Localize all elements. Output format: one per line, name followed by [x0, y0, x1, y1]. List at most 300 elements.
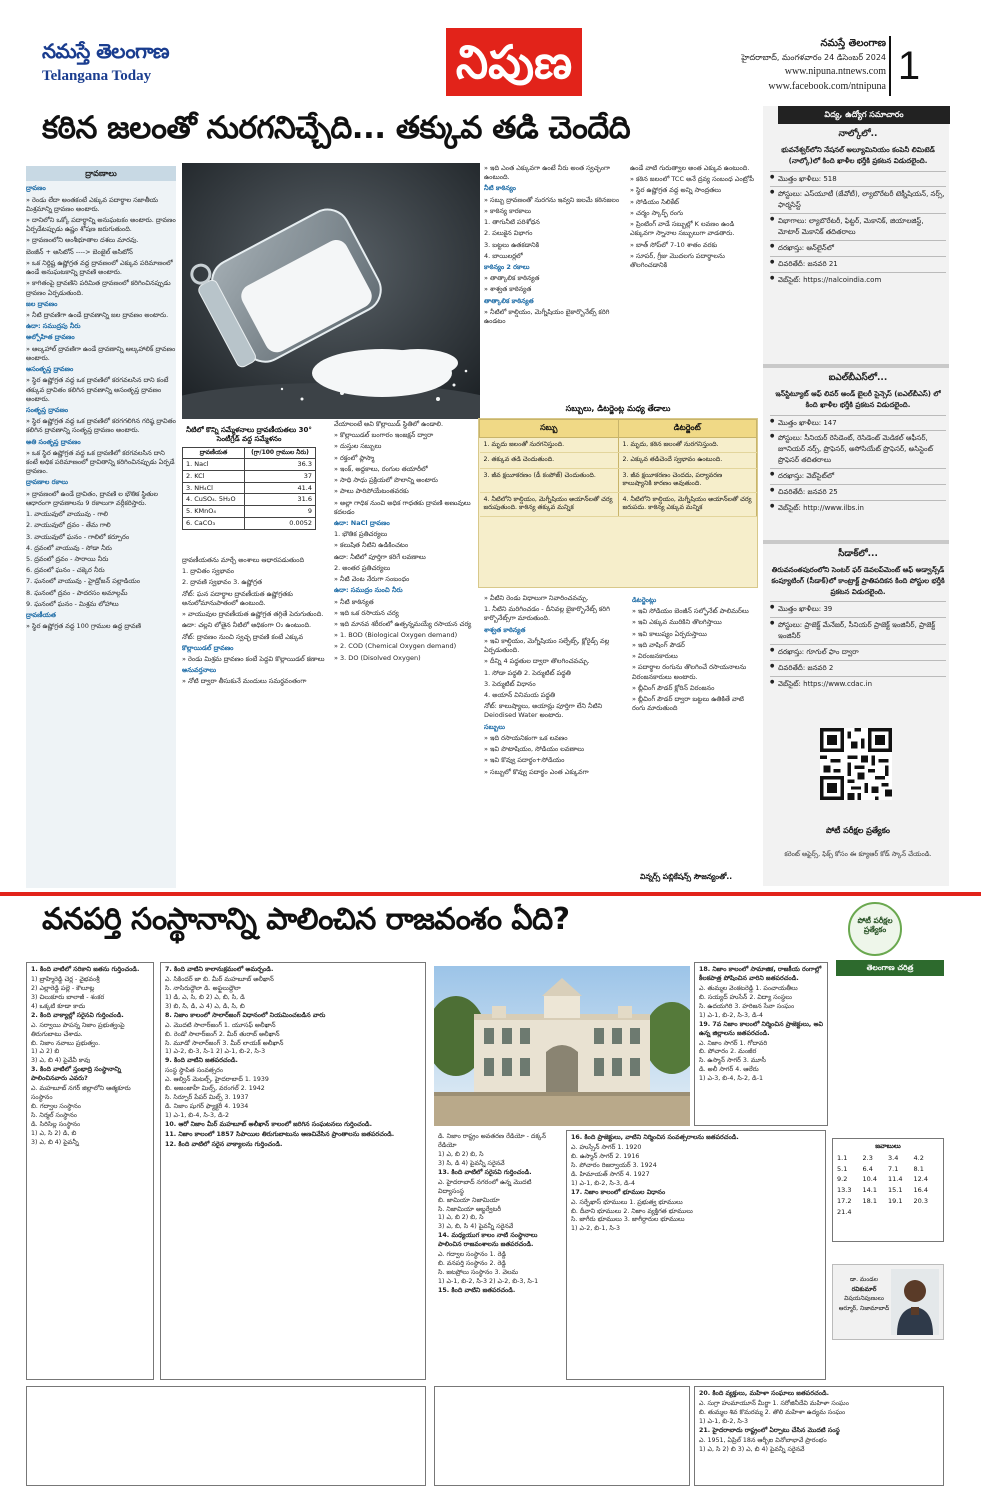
questions-col-3 — [434, 1130, 562, 1380]
questions-col-2 — [160, 962, 426, 1380]
compound-solubility: 9 — [245, 506, 316, 518]
text-line: కొల్లాయిడల్ ద్రావణం — [182, 643, 234, 652]
answer-cell: 11.4 — [888, 1175, 903, 1184]
facebook-url[interactable]: www.facebook.com/ntnipuna — [768, 81, 886, 93]
text-line: » ఒక నిర్దిష్ట ఉష్ణోగ్రత వద్ద ద్రావణంలో ఎక్కువ పరిమాణంలో ఉండే అనుఘటకాన్ని ద్రావణి అంటారు. — [26, 258, 173, 277]
text-line: » ప్రింటింగ్ వాడే సబ్బుల్లో K లవణం ఉండి ఎక్కువగా స్నానాల సబ్బులుగా వాడతారు. — [630, 220, 735, 238]
text-line: » నోటి ద్వారా తీసుకునే మందులు సమర్థవంతంగా — [182, 677, 307, 686]
questions-col-6 — [694, 1386, 944, 1486]
text-line: 3. వాయువులో ఘనం - గాలిలో కర్పూరం — [26, 532, 130, 541]
answer-cell: 13.3 — [837, 1186, 852, 1195]
option-text: 1) ఎ, సి 2) బి 3) ఎ, బి 4) పైవన్నీ సరైనవే — [699, 1445, 805, 1453]
compound-solubility: 31.6 — [245, 494, 316, 506]
compound-name: 5. KMnO₄ — [183, 506, 245, 518]
text-line: డిటర్జెంట్లు — [632, 596, 657, 604]
text-line: 4. అయాన్ వినిమయ పద్ధతి — [484, 690, 556, 699]
soap-point: 1. మృదు జలంతో నురగనిస్తుంది. — [480, 437, 619, 453]
question-text: 16. కింది ప్రాజెక్టులు, వాటిని నిర్మించిన సంవత్సరాలను జతపరచండి. — [571, 1134, 739, 1141]
author-credit — [837, 1275, 891, 1313]
option-text: 3) ఎ, బి, సి 4) పైవన్నీ సరైనవే — [438, 1223, 514, 1231]
column-2-text — [182, 556, 328, 687]
comparison-row — [480, 437, 757, 453]
text-line: 2. పలుకైన విభాగం — [484, 229, 533, 238]
option-text: డి. సిరిసిల్ల సంస్థానం — [31, 1120, 81, 1128]
option-text: ఎ. సర్ఫేఖాస్ భూములు 1. ప్రభుత్వ భూములు — [571, 1198, 683, 1206]
option-text: 3) సి, డి 4) పైవన్నీ సరైనవే — [438, 1159, 505, 1167]
special-badge: పోటీ పరీక్షల ప్రత్యేకం — [848, 902, 902, 956]
option-text: 1) ఎ, బి 2) బి, సి — [438, 1150, 484, 1158]
option-text: బి. నిజాం నవాబు ప్రభుత్వం. — [31, 1039, 101, 1047]
column-4 — [484, 164, 624, 400]
solubility-grid — [182, 447, 316, 530]
option-text: 1) ఎ 2) బి — [31, 1048, 60, 1056]
option-text: ఎ. 1951, ఏప్రిల్ 18న ఆర్బీఐ వినోబాభావే ప్రారంభం — [699, 1436, 827, 1444]
option-text: 3) చిలుకూరు బాలాజీ - శంకర — [31, 993, 105, 1001]
compound-name: 2. KCl — [183, 470, 245, 482]
text-line: » వీటిని రెండు విధాలుగా నివారించవచ్చు. — [484, 594, 589, 602]
soap-point: 2. తక్కువ తడి చెందుతుంది. — [480, 453, 619, 469]
option-text: ఎ. నిజాం సాగర్ 1. గోదావరి — [699, 1039, 768, 1047]
option-text: సి. జాగీరు భూములు 3. జాగీర్దారుల భూములు — [571, 1216, 685, 1224]
courtesy-line: విన్నర్స్ పబ్లికేషన్స్ సౌజన్యంతో.. — [640, 872, 733, 881]
text-line: » బాత్ సోప్‌లో 7-10 శాతం వరకు — [630, 240, 718, 249]
text-line: 2. ద్రావణి స్వభావం 3. ఉష్ణోగ్రత — [182, 578, 263, 587]
wanaparthy-palace-image — [434, 966, 690, 1126]
text-line: శాశ్వత కాఠిన్యత — [484, 625, 526, 634]
author-name: రవికుమార్ — [851, 1285, 877, 1293]
solubility-rows — [183, 458, 316, 529]
answer-cell: 8.1 — [913, 1164, 924, 1173]
column-2 — [182, 556, 328, 886]
answer-cell: 19.1 — [888, 1196, 903, 1205]
job-block-cdac — [770, 548, 946, 692]
option-text: బి. జామియా నిజామియా — [438, 1196, 500, 1204]
option-text: 3) బి, సి, డి, ఎ 4) ఎ, డి, సి, బి — [165, 1002, 245, 1010]
question-text: 2. కింది వాక్యాల్లో సరైనవి గుర్తించండి. — [31, 1011, 124, 1019]
text-line: సబ్బులు — [484, 722, 505, 731]
text-line: 4. ద్రవంలో వాయువు - సోడా నీరు — [26, 543, 112, 552]
job-detail-list — [770, 601, 946, 691]
option-text: బి. అజంజాహీ మిల్స్, వరంగల్ 2. 1942 — [165, 1085, 265, 1093]
text-line: » ద్రావణంలో ఉండే ద్రావితం, ద్రావణి ల భౌతిక స్థితుల ఆధారంగా ద్రావణాలను 9 రకాలుగా వర్గీకరిస్తారు. — [26, 489, 158, 507]
job-detail: ● చివరితేదీ: జనవరి 21 — [770, 256, 946, 272]
answer-key-title: జవాబులు — [875, 1142, 901, 1150]
option-text: 1) ఎ-1, బి-2, సి-3, డి-4 — [571, 1179, 635, 1187]
option-text: ఎ. సికిందర్ జా బి. మీర్ మహబూబ్ అలీఖాన్ — [165, 975, 274, 983]
answer-cell — [863, 1207, 889, 1218]
author-line-4: ఆర్మూర్, నిజామాబాద్ — [838, 1304, 890, 1312]
option-text: సి. పోచారం రిజర్వాయర్ 3. 1924 — [571, 1161, 657, 1169]
text-line: » విరంజనకారులు — [632, 652, 678, 661]
text-line: » ఆల్కహాల్ ద్రావణిగా ఉండే ద్రావణాన్ని ఆల్కహాలిక్ ద్రావణం అంటారు. — [26, 344, 176, 362]
question-text: 20. కింది వ్యక్తులు, మహిళా సంఘాలు జతపరచండి. — [699, 1390, 830, 1397]
answer-grid — [837, 1153, 939, 1218]
text-line: » స్థిర ఉష్ణోగ్రత వద్ద అన్ని సాంద్రతలు — [630, 186, 721, 195]
question-text: 11. నిజాం కాలంలో 1857 సిపాయిల తిరుగుబాటును అణచివేసిన ప్రాంతాలను జతపరచండి. — [165, 1130, 395, 1138]
option-text: బి. గద్వాల సంస్థానం — [31, 1103, 81, 1111]
option-text: బి. దీవాని భూములు 2. నిజాం వ్యక్తిగత భూములు — [571, 1207, 693, 1215]
soap-column-header: సబ్బు — [480, 420, 619, 438]
qr-code-icon — [820, 728, 892, 800]
salt-jar-image — [182, 163, 480, 419]
date-line: హైదరాబాద్, మంగళవారం 24 డిసెంబర్ 2024 — [741, 52, 886, 62]
job-detail-list — [770, 415, 946, 516]
text-line: » ఇది ఎంత ఎక్కువగా ఉంటే నీరు అంత స్వచ్ఛంగా ఉంటుంది. — [484, 164, 610, 182]
text-line: 1. భౌతిక ప్రతిచర్యలు — [334, 530, 388, 539]
article1-headline: కఠిన జలంతో నురగనిచ్చేది... తక్కువ తడి చెందేది — [42, 110, 631, 146]
text-line: అనువర్తనాలు — [182, 666, 217, 675]
question-text: 10. ఆరో నిజాం మీర్ మహబూబ్ అలీఖాన్ కాలంలో జరిగిన సంఘటనలు గుర్తించండి. — [165, 1120, 372, 1128]
text-line: ద్రావణీయతను మార్చే అంశాలు ఆధారపడుతుంది — [182, 556, 305, 564]
compound-solubility: 37 — [245, 470, 316, 482]
text-line: » వాయువుల ద్రావణీయత ఉష్ణోగ్రత తగ్గితే పెరుగుతుంది. — [182, 610, 324, 619]
text-line: 6. ద్రవంలో ఘనం - చక్కెర నీరు — [26, 566, 105, 575]
answer-cell: 6.4 — [862, 1164, 873, 1173]
text-line: ద్రావణం — [26, 184, 46, 193]
text-line: » బ్లీచింగ్ పౌడర్ క్లోరిన్ విరంజనం — [632, 683, 715, 692]
solubility-row — [183, 506, 316, 518]
job-org: నాల్కోలో.. — [838, 129, 878, 139]
text-line: 3. పెర్ముటిట్ విధానం — [484, 679, 536, 688]
column-1 — [26, 166, 176, 888]
text-line: అసంతృప్త ద్రావణం — [26, 365, 74, 374]
option-text: 1) ఎ-1, బి-2, సి-3 2) ఎ-2, బి-3, సి-1 — [438, 1278, 539, 1285]
option-text: 1) ఎ, బి 2) బి, సి — [438, 1214, 484, 1222]
option-text: 4) ఒక్కటి కూడా కాదు — [31, 1002, 86, 1010]
compound-solubility: 0.0052 — [245, 517, 316, 529]
column-4-text — [484, 164, 624, 326]
text-line: వేయాలంటే అవి కొల్లాయిడ్ స్థితిలో ఉండాలి. — [334, 420, 444, 428]
masthead-right — [741, 36, 886, 95]
text-line: » సబ్బు ద్రావణంతో నురగను ఇవ్వని జలమే కఠినజలం — [484, 195, 620, 204]
question-text: 15. కింది వాటిని జతపరచండి. — [438, 1286, 516, 1294]
question-text: 18. నిజాం కాలంలో సామాజిక, రాజకీయ రంగాల్లో కీలకపాత్ర పోషించిన వారిని జతపరచండి. — [699, 966, 822, 982]
job-desc: భువనేశ్వర్‌లోని నేషనల్ అల్యూమినియం కంపెనీ లిమిటెడ్ (నాల్కో)లో కింది ఖాళీల భర్తీకి ప్రకటన విడుదలైంది. — [781, 145, 935, 165]
answer-cell: 20.3 — [913, 1196, 928, 1205]
compound-name: 6. CaCO₃ — [183, 517, 245, 529]
text-line: » రక్తంలో ప్లాస్మా — [334, 453, 375, 462]
option-text: బి. రెండో సాలార్‌జంగ్ 2. మీర్ తురాబ్ అలీఖాన్ — [165, 1030, 280, 1038]
solubility-row — [183, 494, 316, 506]
solubility-col-b: (గ్రా/100 గ్రాముల నీరు) — [245, 447, 316, 458]
answer-row — [837, 1207, 939, 1218]
answer-row — [837, 1174, 939, 1185]
option-text: 2) ఎల్లారెడ్డి పల్లె - కౌలూట్ల — [31, 984, 95, 992]
question-text: 17. నిజాం కాలంలో భూముల విధానం — [571, 1188, 666, 1196]
detergent-point: 4. నీటిలోని కాల్షియం, మెగ్నీషియం అయాన్‌లతో చర్య జరుపదు. కాఠిన్య ఎక్కువ మన్నిక — [618, 492, 757, 516]
option-text: సంస్థ స్థాపిత సంవత్సరం — [165, 1067, 224, 1075]
compound-name: 4. CuSO₄. 5H₂O — [183, 494, 245, 506]
text-line: » 1. BOD (Biological Oxygen demand) — [334, 631, 458, 640]
text-line: నోట్: ద్రావణం నుంచి స్వచ్ఛ ద్రావణి కంటే ఎక్కువ — [182, 632, 304, 641]
text-line: » సబ్బులో కొవ్వు పదార్థం ఎంత ఎక్కువగా — [484, 767, 589, 776]
soap-detergent-grid — [479, 419, 757, 517]
text-line: » దుస్తుల సబ్బులు — [334, 442, 382, 451]
answer-row — [837, 1164, 939, 1175]
job-desc: తిరువనంతపురంలోని సెంటర్ ఫర్ డెవలప్‌మెంట్ ఆఫ్ అడ్వాన్స్‌డ్ కంప్యూటింగ్ (సీడాక్)లో కాంట్రాక్ట్ ప్రాతిపదికన కింది పోస్టుల భర్తీకి ప్రకటన విడుదలైంది. — [771, 565, 945, 596]
author-line-3: విషయనిపుణులు — [844, 1295, 884, 1303]
comparison-row — [480, 453, 757, 469]
option-text: సి. నాసిరుద్దౌలా డి. అఫ్జలుద్దౌలా — [165, 984, 241, 992]
answer-cell: 7.1 — [888, 1164, 899, 1173]
answer-cell: 4.2 — [913, 1153, 924, 1162]
column-3 — [334, 420, 474, 886]
text-line: » సోడియం సిలికేట్ — [630, 197, 679, 206]
web-url[interactable]: www.nipuna.ntnews.com — [784, 65, 886, 77]
option-text: సి. ఉదయగిరి 3. హరిజన సేవా సంఘం — [699, 1002, 795, 1010]
job-org: సీడాక్‌లో... — [838, 549, 878, 559]
job-org: ఐఎల్‌బీఎస్‌లో... — [828, 373, 888, 383]
question-list — [438, 1133, 558, 1296]
option-text: డి. నిజాం షుగర్ ఫ్యాక్టరీ 4. 1934 — [165, 1103, 249, 1111]
text-line: 3. బట్టలు ఉతకడానికి — [484, 240, 540, 249]
column-6 — [484, 594, 624, 864]
soap-detergent-table — [478, 418, 758, 588]
sidebar-separator — [763, 364, 949, 368]
text-line: జల ద్రావణం — [26, 299, 58, 308]
text-line: 1. తాగునీటి పరిశోధన — [484, 218, 540, 227]
text-line: » కఠిన జలంలో TCC అనే ద్రవ్య సంబంధ ఎంట్రోపీ — [630, 175, 755, 184]
answer-cell: 16.4 — [913, 1186, 928, 1195]
text-line: 1. నీటిని మరిగించడం - దీనివల్ల బైకార్బొనేట్స్ కరిగి కార్బొనేట్స్‌గా మారుతుంది. — [484, 605, 610, 623]
answer-cell: 1.1 — [837, 1153, 848, 1162]
nipuna-logo: నిపుణ — [446, 28, 582, 96]
section-title: ద్రావణాలు — [26, 166, 176, 181]
text-line: » ఇది ఒక రసాయన చర్య — [334, 608, 399, 617]
option-text: 1) ఎ-2, బి-3, సి-1 2) ఎ-1, బి-2, సి-3 — [165, 1048, 266, 1056]
text-line: » ద్రావణంలోని అంశీభూతాల దశలు మారవు. — [26, 236, 139, 245]
option-text: సి. జటప్రోలు సంస్థానం 3. వెలమ — [438, 1269, 519, 1277]
job-detail: ● విభాగాలు: ల్యాబొరేటరీ, ఫిట్టర్, మెకానిక్, జియాలజిస్ట్, మోటార్ మెకానిక్ తదితరాలు — [770, 213, 946, 240]
text-line: » స్థిర ఉష్ణోగ్రత వద్ద ఒక ద్రావణిలో కరగవలసిన దాని కంటే తక్కువ ద్రావితం కలిగిన ద్రావణాన్ని అసంతృప్త ద్రావణం అంటారు. — [26, 376, 169, 403]
text-line: » నీటి కాఠిన్యత — [334, 597, 374, 606]
question-text: 13. కింది వాటిలో సరైనవి గుర్తించండి. — [438, 1168, 532, 1176]
text-line: నీటి కాఠిన్యం — [484, 184, 516, 193]
brand-telugu: నమస్తే తెలంగాణ — [42, 39, 170, 63]
text-line: » ఇవి కాల్షియం, మెగ్నీషియం సల్ఫేట్స్, క్లోరైడ్స్ వల్ల ఏర్పడుతుంది. — [484, 636, 610, 655]
job-detail: ● చివరితేదీ: జనవరి 25 — [770, 484, 946, 500]
answer-cell: 5.1 — [837, 1164, 848, 1173]
option-text: 1) ఎ, సి 2) డి, బి — [31, 1129, 77, 1137]
qr-code[interactable] — [820, 728, 892, 800]
answer-row — [837, 1185, 939, 1196]
article2-headline: వనపర్తి సంస్థానాన్ని పాలించిన రాజవంశం ఏది? — [42, 902, 570, 937]
solubility-table — [182, 426, 316, 530]
text-line: బెంజీన్ + అసిటోన్ ----> బెంజైల్ అసిటోన్ — [26, 247, 133, 256]
text-line: » కాగితంపై ద్రావణిని పరిమిత ద్రావణంలో కరిగించినప్పుడు ద్రావణం ఏర్పడుతుంది. — [26, 279, 171, 297]
text-line: నోట్: కాలుష్యాలు, అయాన్లు పూర్తిగా లేని నీటిని Deiodised Water అంటారు. — [484, 702, 603, 720]
text-line: ఉండే వాటి గురుత్వాల అంత ఎక్కువ ఉంటుంది. — [630, 164, 750, 172]
answer-cell: 15.1 — [888, 1186, 903, 1195]
text-line: 9. ఘనంలో ఘనం - మిశ్రమ లోహాలు — [26, 599, 119, 608]
text-line: » సాధి సాధు ప్రక్రియలో పొలాన్ని అంటారు — [334, 476, 438, 485]
palace-illustration — [434, 966, 690, 1126]
text-line: నోట్: ఘన పదార్థాల ద్రావణీయత ఉష్ణోగ్రతకు అనులోమానుపాతంలో ఉంటుంది. — [182, 589, 293, 607]
option-text: సి. మూడో సాలార్‌జంగ్ 3. మీర్ లాయక్ అలీఖాన్ — [165, 1039, 284, 1047]
option-text: బి. పోచారం 2. మంజీర — [699, 1048, 757, 1056]
text-line: కాఠిన్యం 2 రకాలు — [484, 262, 530, 271]
answer-cell: 17.2 — [837, 1196, 852, 1205]
text-line: » శాశ్వత కాఠిన్యత — [484, 285, 532, 294]
text-line: » నీటి వెంట నేరుగా సంబంధం — [334, 575, 410, 584]
column-1-text — [26, 184, 176, 631]
option-text: డి. అలీ సాగర్ 4. ఆలేరు — [699, 1066, 759, 1074]
solubility-row — [183, 458, 316, 470]
text-line: » నీటి ద్రావణిగా ఉండే ద్రావణాన్ని జల ద్రావణం అంటారు. — [26, 310, 169, 319]
sidebar-tag: విద్య, ఉద్యోగ సమాచారం — [778, 106, 950, 124]
text-line: 1. ద్రావితం స్వభావం — [182, 567, 235, 576]
text-line: » ఇవి ఎక్కువ మురికిని తొలగిస్తాయి — [632, 618, 722, 627]
text-line: » కాఠిన్య కారకాలు — [484, 206, 532, 215]
option-text: ఎ. మొదటి సాలార్‌జంగ్ 1. యూసఫ్ అలీఖాన్ — [165, 1021, 276, 1029]
option-text: డి. హిమాయత్ సాగర్ 4. 1927 — [571, 1170, 650, 1178]
job-detail: ● మొత్తం ఖాళీలు: 39 — [770, 601, 946, 617]
column-5-text — [630, 164, 756, 270]
brand-english: Telangana Today — [42, 68, 152, 84]
questions-col-7 — [26, 1386, 426, 1486]
question-text: 9. కింది వాటిని జతపరచండి. — [165, 1057, 238, 1065]
author-photo — [891, 1269, 939, 1335]
option-text: బి. సయ్యద్ హుసేన్ 2. విద్యా సంస్థలు — [699, 993, 792, 1001]
text-line: » దీన్ని 4 పద్ధతుల ద్వారా తొలగించవచ్చు. — [484, 657, 590, 666]
question-text: 14. మధ్యయుగ కాలం నాటి సంస్థానాలు పాలించిన రాజవంశాలను జతపరచండి. — [438, 1232, 538, 1249]
text-line: » స్థిర ఉష్ణోగ్రత వద్ద 100 గ్రాముల ఉద్ద ద్రావణి — [26, 622, 141, 631]
text-line: » చర్మం స్కార్ఫ్ రంగు — [630, 208, 684, 217]
question-text: 3. కింది వాటిలో స్తంభాద్రి సంస్థానాన్ని పాలించినవారు ఎవరు? — [31, 1066, 122, 1083]
text-line: » ఇవి సోడియం బెంజీన్ సల్ఫోనేట్ పాలిమర్‌లు — [632, 607, 749, 616]
text-line: 1. వాయువులో వాయువు - గాలి — [26, 510, 109, 519]
text-line: » ఇది మానవ శరీరంలో ఉత్పన్నమయ్యే రసాయన చర్య — [334, 619, 472, 628]
compound-solubility: 36.3 — [245, 458, 316, 470]
soap-detergent-rows — [480, 437, 757, 516]
job-detail: ● పోస్టులు: ఎస్‌యూటీ (జేవోటీ), ల్యాబొరేటరీ టెక్నీషియన్, నర్స్, ఫార్మసిస్ట్ — [770, 186, 946, 213]
question-list — [699, 966, 823, 1084]
text-line: తాత్కాలిక కాఠిన్యత — [484, 296, 534, 305]
option-text: 1) డి, ఎ, సి, బి 2) ఎ, బి, సి, డి — [165, 993, 245, 1001]
text-line: ద్రావణాల రకాలు — [26, 478, 68, 487]
option-text: ఎ. హుస్సేన్ సాగర్ 1. 1920 — [571, 1143, 642, 1151]
option-text: 1) ఎ-2, బి-1, సి-3 — [571, 1225, 621, 1233]
answer-cell: 2.3 — [862, 1153, 873, 1162]
option-text: 3) ఎ, బి 4) పైవన్నీ — [31, 1138, 79, 1146]
answer-cell: 3.4 — [888, 1153, 899, 1162]
option-text: 1) ఎ-3, బి-4, సి-2, డి-1 — [699, 1075, 763, 1083]
text-line: అల్పోహిత ద్రావణం — [26, 333, 75, 342]
question-list — [699, 1390, 939, 1455]
questions-col-8 — [434, 1386, 690, 1486]
job-block-nalco — [770, 128, 946, 287]
option-text: ఎ. సర్వాయి పాపన్న నిజాం ప్రభుత్వంపై తిరుగుబాటు చేశాడు. — [31, 1021, 125, 1038]
topic-label: తెలంగాణ చరిత్ర — [836, 960, 944, 976]
compound-solubility: 41.4 — [245, 482, 316, 494]
option-text: 3) ఎ, బి 4) పైవేవీ కావు — [31, 1057, 91, 1065]
compound-name: 1. Nacl — [183, 458, 245, 470]
text-line: » నీటిలో కాల్షియం, మెగ్నీషియం బైకార్బొనేట్స్ కరిగి ఉండటం — [484, 307, 610, 326]
solubility-col-a: ద్రావణీయత — [183, 447, 245, 458]
option-text: ఎ. గద్వాల సంస్థానం 1. రెడ్డి — [438, 1251, 506, 1259]
job-detail[interactable]: ● వెబ్‌సైట్: https://nalcoindia.com — [770, 272, 946, 288]
answer-cell: 18.1 — [862, 1196, 877, 1205]
answer-cell: 14.1 — [862, 1186, 877, 1195]
answer-cell — [888, 1207, 914, 1218]
text-line: 4. బాయిలర్లలో — [484, 251, 523, 260]
solubility-row — [183, 517, 316, 529]
soap-point: 3. జీవ క్షయీకరణం (డీ కంపోజ్) చెందుతుంది. — [480, 468, 619, 492]
text-line: » స్థిర ఉష్ణోగ్రత వద్ద ఒక ద్రావణిలో కరగగలిగిన గరిష్ఠ ద్రావితం కలిగిన ద్రావణాన్ని సంతృప్త ద్రావణం అంటారు. — [26, 417, 176, 435]
text-line: » ఇవి కాలుష్యం ఏర్పరుస్తాయి — [632, 629, 707, 638]
right-brand: నమస్తే తెలంగాణ — [820, 38, 886, 49]
text-line: 5. ద్రవంలో ద్రవం - సారాయి నీరు — [26, 555, 109, 564]
question-text: 21. హైదరాబాదు రాష్ట్రంలో ఏర్పాటు చేసిన మొదటి సంస్థ — [699, 1426, 840, 1434]
question-list — [31, 966, 149, 1148]
column-7 — [632, 594, 756, 864]
comparison-row — [480, 492, 757, 516]
text-line: » ఒక స్థిర ఉష్ణోగ్రత వద్ద ఒక ద్రావణిలో కరగవలసిన దాని కంటే అధిక పరిమాణంలో ద్రావితాన్ని కరిగించినప్పుడు ఏర్పడే ద్రావణం. — [26, 448, 175, 476]
solubility-row — [183, 482, 316, 494]
answer-cell: 9.2 — [837, 1175, 848, 1184]
text-line: 7. ఘనంలో వాయువు - హైడ్రోజన్ పల్లాడియం — [26, 577, 141, 586]
soap-point: 4. నీటిలోని కాల్షియం, మెగ్నీషియం అయాన్‌లతో చర్య జరుపుతుంది. కాఠిన్య తక్కువ మన్నిక — [480, 492, 619, 516]
answer-row — [837, 1153, 939, 1164]
salt-jar-illustration — [182, 163, 480, 419]
sidebar-separator — [763, 540, 949, 544]
text-line: » ఇవి పొటాషియం, సోడియం లవణాలు — [484, 745, 584, 754]
option-text: 1) ఎ-1, బి-2, సి-3, డి-4 — [699, 1011, 763, 1019]
column-5 — [630, 164, 756, 400]
option-text: 1) ఎ-1, బి-2, సి-3 — [699, 1417, 749, 1425]
question-text: 12. కింది వాటిలో సరైన వాక్యాలను గుర్తించండి. — [165, 1140, 283, 1148]
job-detail[interactable]: ● వెబ్‌సైట్: https://www.cdac.in — [770, 676, 946, 692]
text-line: » 2. COD (Chemical Oxygen demand) — [334, 642, 457, 651]
job-detail[interactable]: ● వెబ్‌సైట్: http://www.ilbs.in — [770, 500, 946, 516]
text-line: ఉదా: నీటిలో పూర్తిగా కరిగే లవణాలు — [334, 552, 426, 561]
text-line: » తాత్కాలిక కాఠిన్యత — [484, 274, 540, 283]
option-text: 1) ఎ-1, బి-4, సి-3, డి-2 — [165, 1112, 229, 1119]
option-text: ఎ. మహబూబ్ నగర్ జిల్లాలోని ఆత్మకూరు సంస్థానం — [31, 1085, 131, 1102]
option-text: సి. నిర్మల్ సంస్థానం — [31, 1112, 77, 1119]
option-text: సి. నిజామియా అబ్జర్వేటరీ — [438, 1205, 501, 1213]
text-line: 1. సోడా పద్ధతి 2. పెర్ముటిట్ పద్ధతి — [484, 668, 571, 677]
text-line: » కలుషిత నీటిని ఉడికించటం — [334, 541, 409, 550]
job-detail: ● దరఖాస్తు: గూగుల్ ఫాం ద్వారా — [770, 644, 946, 660]
question-text: 8. నిజాం కాలంలో సాలార్‌జంగ్ విధానంలో నియమించబడిన వారు — [165, 1011, 326, 1019]
job-detail: ● పోస్టులు: సీనియర్ రెసిడెంట్, రెసిడెంట్ మెడికల్ ఆఫీసర్, జూనియర్ నర్స్, ప్రొఫెసర్, అసోసియేట్ ప్రొఫెసర్, అసిస్టెంట్ ప్రొఫెసర్ తదితరాలు — [770, 430, 946, 468]
answer-key — [832, 1138, 944, 1242]
option-text: ఎ. హైదరాబాద్ నగరంలో ఉన్న మొదటి విద్యాసంస్థ — [438, 1178, 532, 1195]
column-6-text — [484, 594, 624, 777]
text-line: అతి సంతృప్త ద్రావణం — [26, 437, 81, 446]
option-text: బి. ఉస్మాన్ సాగర్ 2. 1916 — [571, 1152, 640, 1160]
questions-col-4 — [566, 1130, 826, 1380]
text-line: » అల్లా గాధిక నుంచి అధిక గాధతకు ద్రావణి అణువులు కదలడం — [334, 498, 471, 516]
job-detail: ● దరఖాస్తు: వెబ్‌సైట్‌లో — [770, 468, 946, 484]
text-line: » ఇది రసాయనికంగా ఒక లవణం — [484, 733, 568, 742]
option-text: సి. ఉస్మాన్ సాగర్ 3. మూసీ — [699, 1057, 766, 1065]
option-text: ఎ. సుగ్రా హుమాయూన్ మీర్జా 1. సరోజినీదేవి మహిళా సంఘం — [699, 1399, 849, 1407]
sidebar-note: కరెంట్ అఫైర్స్, ఫిక్స్ కోసం ఈ క్యూఆర్ కోడ్ స్కాన్ చేయండి. — [784, 850, 932, 858]
option-text: సి. సిర్పూర్ పేపర్ మిల్స్ 3. 1937 — [165, 1094, 249, 1102]
text-line: » ఇంక్, అద్దకాలు, రంగుల తయారీలో — [334, 464, 428, 473]
section-divider — [0, 892, 981, 896]
solubility-row — [183, 470, 316, 482]
text-line: » రెండు మిశ్రమ ద్రావణం కంటే పెద్దవి కొల్లాయిడల్ కణాలు — [182, 654, 325, 663]
text-line: » సూపర్, గ్రీజు మొదలగు పదార్థాలను తొలగించడానికి — [630, 251, 725, 269]
job-detail: ● పోస్టులు: ప్రాజెక్ట్ మేనేజర్, సీనియర్ ప్రాజెక్ట్ ఇంజినీర్, ప్రాజెక్ట్ ఇంజినీర్ — [770, 617, 946, 644]
option-text: ఎ. తుమ్మల వెంకటరెడ్డి 1. పంచాయతీలు — [699, 984, 798, 992]
questions-col-1 — [26, 962, 154, 1380]
text-line: » దానిలోని ఒక్కో పదార్థాన్ని అనుఘటకం అంటారు. ద్రావణం ఏర్పడేటప్పుడు ఉష్ణం శోషణ జరుగుతుంది. — [26, 216, 176, 234]
questions-col-5 — [694, 962, 828, 1126]
